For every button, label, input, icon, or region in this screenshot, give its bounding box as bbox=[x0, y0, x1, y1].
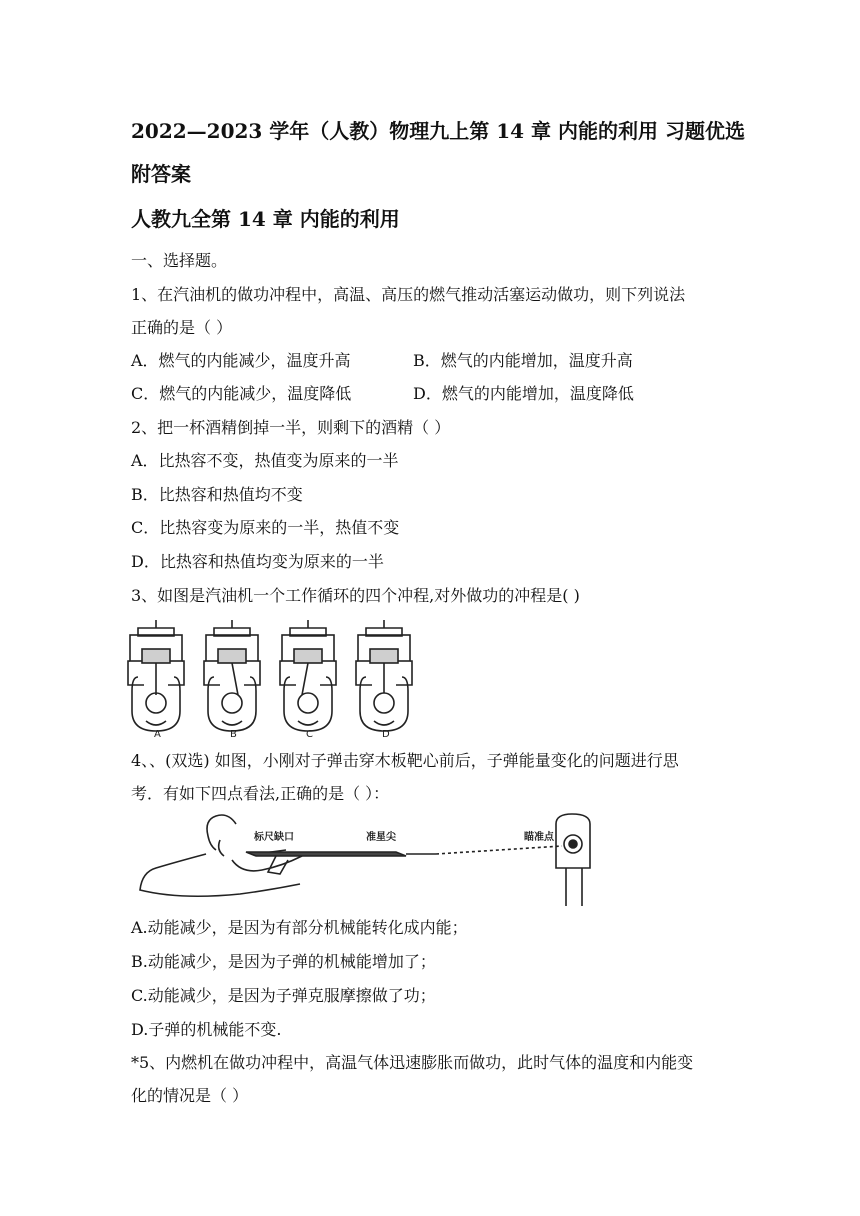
engine-label-c: C bbox=[306, 729, 313, 740]
rifle-illustration bbox=[246, 852, 436, 874]
engine-label-a: A bbox=[154, 729, 161, 740]
q4-option-b: B.动能减少，是因为子弹的机械能增加了； bbox=[131, 952, 436, 971]
document-title-line1: 2022—2023 学年（人教）物理九上第 14 章 内能的利用 习题优选 bbox=[131, 119, 745, 143]
section-label: 一、选择题。 bbox=[131, 251, 228, 270]
q1-option-d: D．燃气的内能增加，温度降低 bbox=[413, 384, 634, 403]
q3-stem: 3、如图是汽油机一个工作循环的四个冲程,对外做功的冲程是( ) bbox=[131, 586, 580, 605]
section-title: 人教九全第 14 章 内能的利用 bbox=[131, 207, 400, 231]
q2-option-b: B．比热容和热值均不变 bbox=[131, 485, 303, 504]
target-illustration bbox=[556, 814, 590, 906]
q2-option-d: D．比热容和热值均变为原来的一半 bbox=[131, 552, 384, 571]
aim-point-label: 瞄准点 bbox=[524, 832, 554, 843]
q1-stem-line1: 1、在汽油机的做功冲程中，高温、高压的燃气推动活塞运动做功，则下列说法 bbox=[131, 285, 686, 304]
q4-option-a: A.动能减少，是因为有部分机械能转化成内能； bbox=[131, 918, 468, 937]
q4-option-c: C.动能减少，是因为子弹克服摩擦做了功； bbox=[131, 986, 436, 1005]
engine-strokes-figure bbox=[126, 615, 426, 740]
document-title-line2: 附答案 bbox=[131, 162, 191, 186]
q1-stem-line2: 正确的是（ ） bbox=[131, 318, 233, 337]
engine-diagram-b bbox=[204, 620, 260, 731]
q4-stem-line1: 4、、(双选) 如图，小刚对子弹击穿木板靶心前后，子弹能量变化的问题进行思 bbox=[131, 751, 679, 770]
engine-diagram-c bbox=[280, 620, 336, 731]
rear-sight-label: 标尺缺口 bbox=[254, 832, 294, 843]
front-sight-label: 准星尖 bbox=[366, 832, 396, 843]
q1-option-c: C．燃气的内能减少，温度降低 bbox=[131, 384, 352, 403]
q4-stem-line2: 考．有如下四点看法,正确的是（ ）： bbox=[131, 784, 390, 803]
aim-line bbox=[436, 846, 562, 854]
rifle-target-figure bbox=[136, 810, 616, 910]
q2-option-a: A．比热容不变，热值变为原来的一半 bbox=[131, 451, 399, 470]
engine-diagram-d bbox=[356, 620, 412, 731]
q1-option-b: B．燃气的内能增加，温度升高 bbox=[413, 351, 633, 370]
q2-stem: 2、把一杯酒精倒掉一半，则剩下的酒精（ ） bbox=[131, 418, 451, 437]
engine-label-b: B bbox=[230, 729, 237, 740]
q5-stem-line1: *5、内燃机在做功冲程中，高温气体迅速膨胀而做功，此时气体的温度和内能变 bbox=[131, 1053, 694, 1072]
engine-diagram-a bbox=[128, 620, 184, 731]
q1-option-a: A．燃气的内能减少，温度升高 bbox=[131, 351, 351, 370]
q5-stem-line2: 化的情况是（ ） bbox=[131, 1086, 249, 1105]
q2-option-c: C．比热容变为原来的一半，热值不变 bbox=[131, 518, 400, 537]
engine-label-d: D bbox=[382, 729, 390, 740]
q4-option-d: D.子弹的机械能不变. bbox=[131, 1020, 282, 1039]
